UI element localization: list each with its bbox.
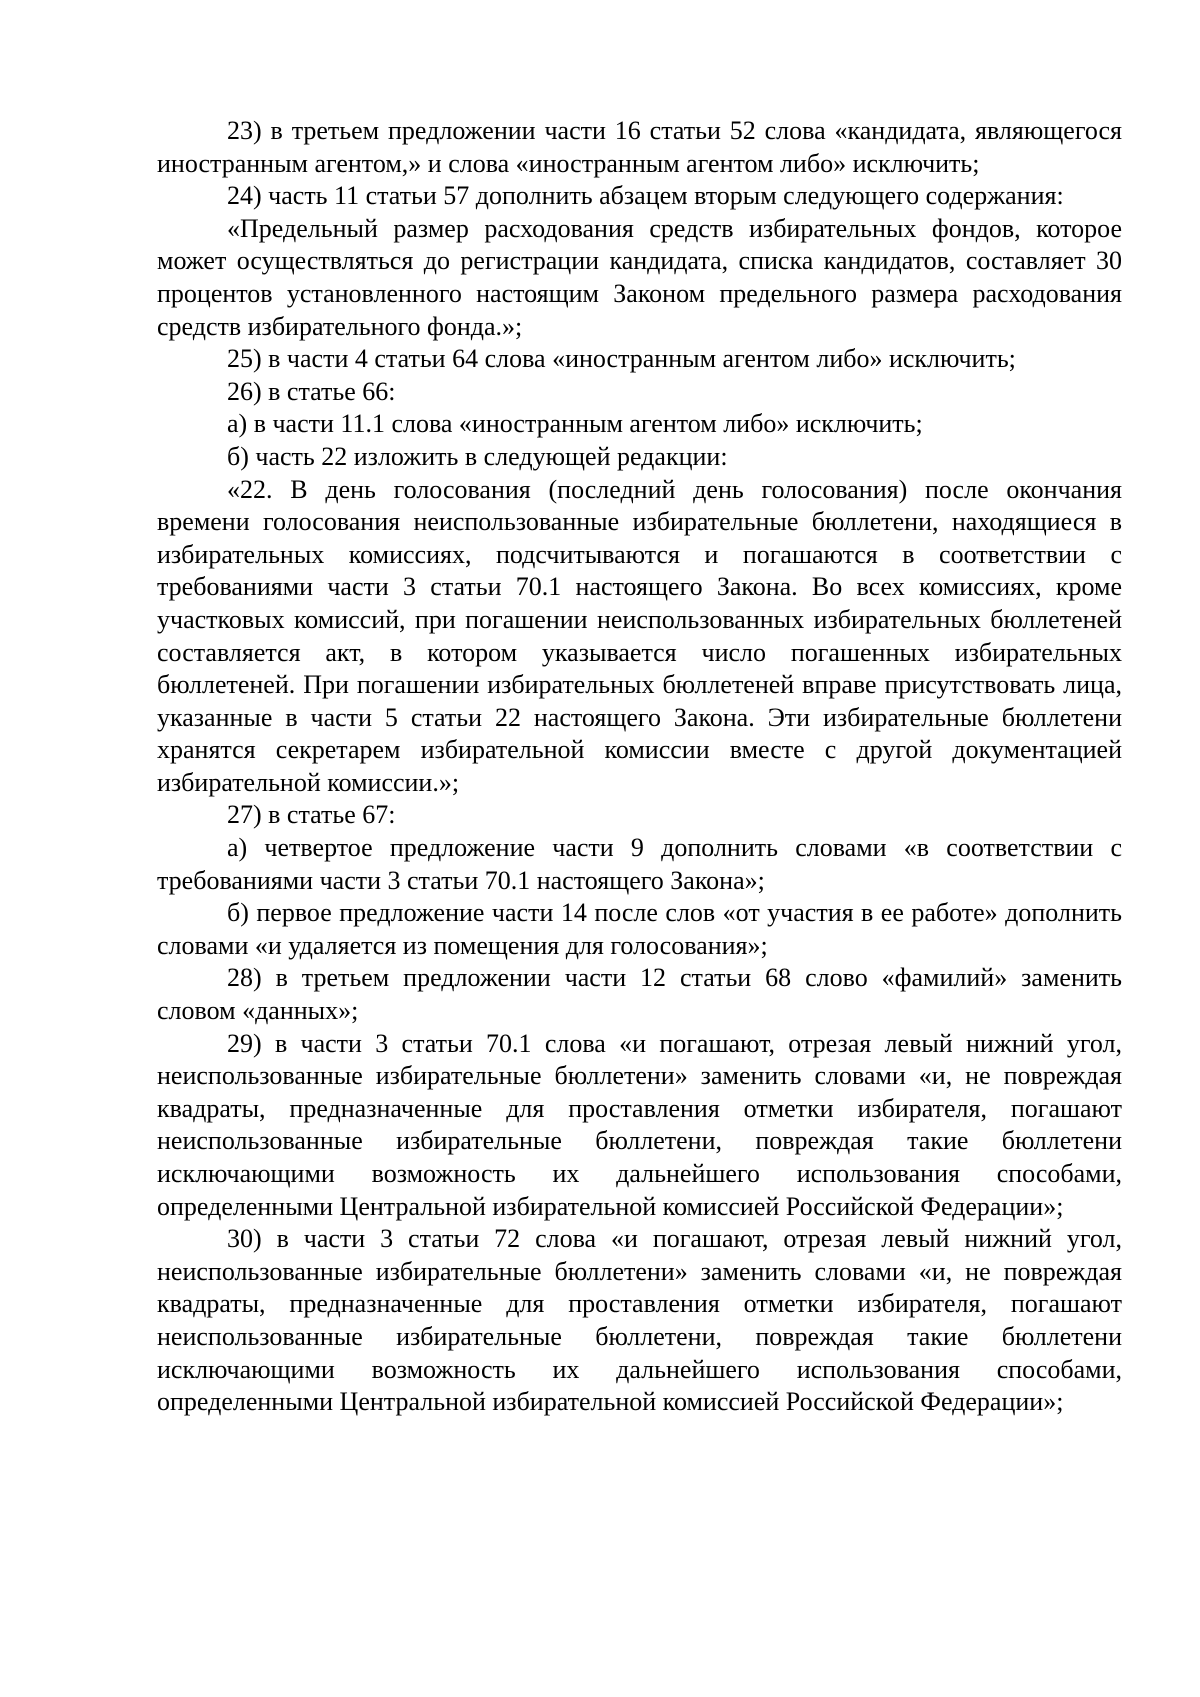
paragraph-27-b: б) первое предложение части 14 после слов «от участия в ее работе» дополнить словами «и удаляется из помещения для голосования»; <box>157 898 1122 960</box>
document-body <box>157 115 1122 1419</box>
paragraph-28: 28) в третьем предложении части 12 статьи 68 слово «фамилий» заменить словом «данных»; <box>157 963 1122 1026</box>
paragraph-25: 25) в части 4 статьи 64 слова «иностранным агентом либо» исключить; <box>227 344 1016 374</box>
paragraph-27: 27) в статье 67: <box>227 800 396 830</box>
paragraph-24-quote: «Предельный размер расходования средств избирательных фондов, которое может осуществляться до регистрации кандидата, списка кандидатов, составляет 30 процентов установленного настоящим Законом предельного размера расходования средств избирательного фонда.»; <box>157 213 1122 341</box>
paragraph-23: 23) в третьем предложении части 16 статьи 52 слова «кандидата, являющегося иностранным агентом,» и слова «иностранным агентом либо» исключить; <box>157 116 1122 178</box>
paragraph-26-b: б) часть 22 изложить в следующей редакции: <box>227 441 728 471</box>
paragraph-30: 30) в части 3 статьи 72 слова «и погашают, отрезая левый нижний угол, неиспользованные избирательные бюллетени» заменить словами «и, не повреждая квадраты, предназначенные для проставления отметки избирателя, погашают неиспользованные избирательные бюллетени, повреждая такие бюллетени исключающими возможность их дальнейшего использования способами, определенными Центральной избирательной комиссией Российской Федерации»; <box>157 1224 1122 1417</box>
paragraph-24: 24) часть 11 статьи 57 дополнить абзацем вторым следующего содержания: <box>227 181 1064 211</box>
paragraph-26: 26) в статье 66: <box>227 376 396 406</box>
paragraph-26-a: а) в части 11.1 слова «иностранным агентом либо» исключить; <box>227 409 923 439</box>
paragraph-27-a: а) четвертое предложение части 9 дополнить словами «в соответствии с требованиями части 3 статьи 70.1 настоящего Закона»; <box>157 833 1122 895</box>
paragraph-29: 29) в части 3 статьи 70.1 слова «и погашают, отрезая левый нижний угол, неиспользованные избирательные бюллетени» заменить словами «и, не повреждая квадраты, предназначенные для проставления отметки избирателя, погашают неиспользованные избирательные бюллетени, повреждая такие бюллетени исключающими возможность их дальнейшего использования способами, определенными Центральной избирательной комиссией Российской Федерации»; <box>157 1028 1122 1221</box>
paragraph-26-b-quote: «22. В день голосования (последний день голосования) после окончания времени голосования неиспользованные избирательные бюллетени, находящиеся в избирательных комиссиях, подсчитываются и погашаются в соответствии с требованиями части 3 статьи 70.1 настоящего Закона. Во всех комиссиях, кроме участковых комиссий, при погашении неиспользованных избирательных бюллетеней составляется акт, в котором указывается число погашенных избирательных бюллетеней. При погашении избирательных бюллетеней вправе присутствовать лица, указанные в части 5 статьи 22 настоящего Закона. Эти избирательные бюллетени хранятся секретарем избирательной комиссии вместе с другой документацией избирательной комиссии.»; <box>157 474 1122 797</box>
